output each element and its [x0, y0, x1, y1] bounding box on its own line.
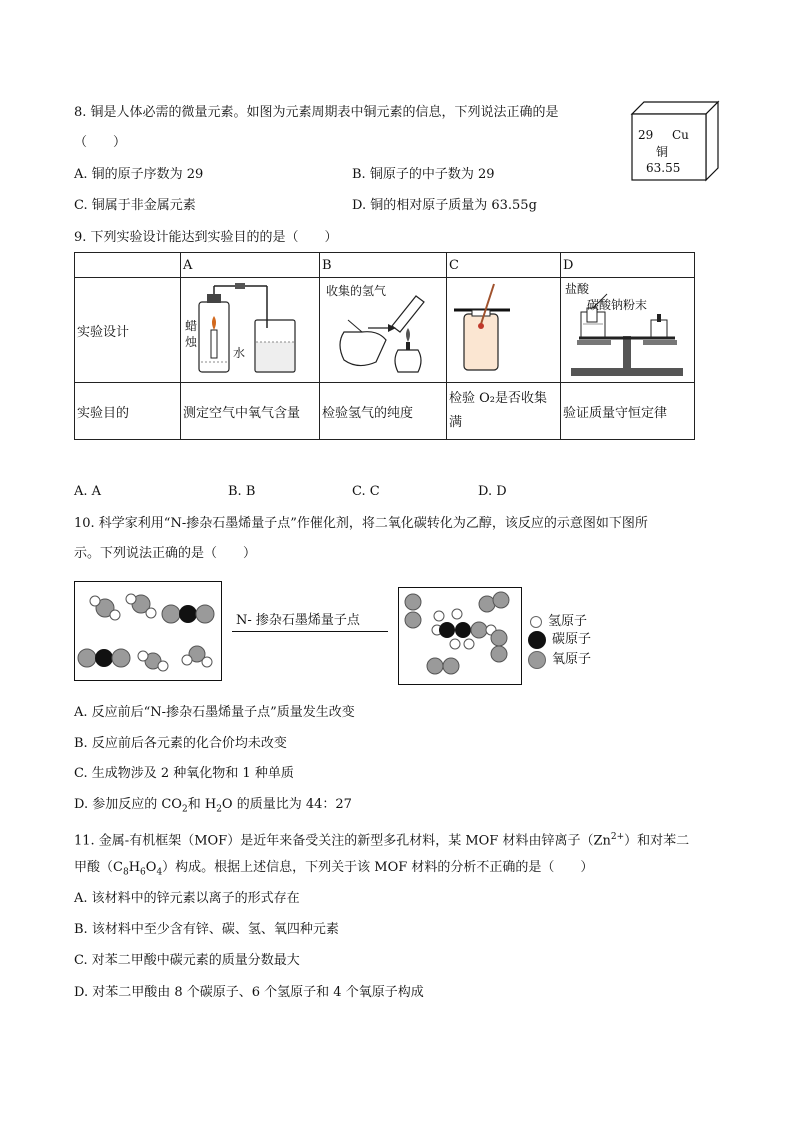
q10-option-a: A. 反应前后“N-掺杂石墨烯量子点”质量发生改变 [74, 705, 355, 720]
oxygen-atom-icon [528, 651, 546, 669]
label-sodium-carbonate-powder: 碳酸钠粉末 [587, 298, 648, 312]
q11-option-c: C. 对苯二甲酸中碳元素的质量分数最大 [74, 953, 300, 968]
legend-hydrogen [530, 610, 587, 629]
label-hydrochloric-acid: 盐酸 [565, 282, 590, 296]
q10-d-part2: 和 H [187, 797, 217, 812]
legend-oxygen [528, 648, 591, 669]
table-design-row [75, 278, 695, 383]
experiment-d-cell [561, 278, 695, 383]
q8-stem: 8. 铜是人体必需的微量元素。如图为元素周期表中铜元素的信息，下列说法正确的是 [74, 105, 559, 120]
legend-carbon-label: 碳原子 [552, 632, 592, 647]
element-atomic-mass: 63.55 [646, 161, 681, 175]
q11-stem-line2-rest: ）构成。根据上述信息，下列关于该 MOF 材料的分析不正确的是（ ） [162, 860, 594, 875]
q9-option-b: B. B [228, 484, 256, 499]
reactant-molecules [75, 582, 221, 680]
legend-carbon [528, 628, 591, 649]
q10-d-sub1: 2 [181, 804, 188, 815]
oxygen-measurement-apparatus [183, 280, 316, 380]
hydrogen-atom-icon [530, 616, 542, 628]
q10-d-sub2: 2 [216, 804, 222, 815]
catalyst-label: N- 掺杂石墨烯量子点 [236, 613, 360, 628]
row-label-purpose: 实验目的 [75, 383, 181, 440]
label-candle: 蜡烛 [185, 319, 198, 349]
q11-stem-line2-o: O [145, 860, 157, 875]
q11-sub-o: 4 [156, 867, 163, 878]
copper-element-card [628, 98, 720, 184]
products-box [398, 587, 522, 685]
q10-d-part3: O 的质量比为 44：27 [221, 797, 352, 812]
header-c: C [447, 253, 561, 278]
purpose-b: 检验氢气的纯度 [320, 383, 447, 440]
q9-experiment-table [74, 252, 695, 440]
q11-stem-line1-a: 11. 金属-有机框架（MOF）是近年来备受关注的新型多孔材料，某 MOF 材料由锌离子（Zn [74, 833, 611, 849]
element-name: 铜 [656, 145, 669, 159]
q11-zn-charge: 2+ [610, 832, 625, 842]
legend-hydrogen-label: 氢原子 [548, 614, 588, 629]
q10-option-c: C. 生成物涉及 2 种氧化物和 1 种单质 [74, 766, 294, 781]
q9-option-c: C. C [352, 484, 380, 499]
q11-sub-c: 8 [122, 867, 129, 878]
product-molecules [399, 588, 521, 684]
experiment-a-cell [181, 278, 320, 383]
q11-sub-h: 6 [140, 867, 146, 878]
element-atomic-number: 29 [638, 128, 654, 142]
q11-stem-line2-a: 甲酸（C [74, 860, 123, 875]
oxygen-full-check-bottle [450, 280, 558, 380]
q8-option-d: D. 铜的相对原子质量为 63.55g [352, 198, 537, 213]
q10-stem-line1: 10. 科学家利用“N-掺杂石墨烯量子点”作催化剂，将二氧化碳转化为乙醇，该反应的示意图如下图所 [74, 516, 648, 531]
header-a: A [181, 253, 320, 278]
legend-oxygen-label: 氧原子 [552, 652, 592, 667]
element-symbol: Cu [672, 128, 689, 142]
header-d: D [561, 253, 695, 278]
q8-answer-bracket: （ ） [74, 135, 127, 150]
q11-stem-line1 [74, 826, 689, 852]
q8-option-b: B. 铜原子的中子数为 29 [352, 167, 495, 182]
q10-option-b: B. 反应前后各元素的化合价均未改变 [74, 736, 287, 751]
reactants-box [74, 581, 222, 681]
q11-option-d: D. 对苯二甲酸由 8 个碳原子、6 个氢原子和 4 个氧原子构成 [74, 985, 424, 1000]
table-corner-cell [75, 253, 181, 278]
q9-option-a: A. A [74, 484, 102, 499]
q9-stem: 9. 下列实验设计能达到实验目的的是（ ） [74, 230, 338, 245]
table-purpose-row [75, 383, 695, 440]
label-collected-hydrogen: 收集的氢气 [326, 284, 387, 298]
q10-option-d [74, 794, 352, 821]
q11-option-b: B. 该材料中至少含有锌、碳、氢、氧四种元素 [74, 922, 339, 937]
q8-option-a: A. 铜的原子序数为 29 [74, 167, 204, 182]
q11-stem-line2 [74, 857, 593, 884]
table-header-row [75, 253, 695, 278]
q11-stem-line1-b: ）和对苯二 [624, 833, 690, 849]
experiment-b-cell [320, 278, 447, 383]
purpose-c: 检验 O₂是否收集满 [447, 383, 561, 440]
q8-option-c: C. 铜属于非金属元素 [74, 198, 196, 213]
row-label-design: 实验设计 [75, 278, 181, 383]
experiment-c-cell [447, 278, 561, 383]
q10-stem-line2: 示。下列说法正确的是（ ） [74, 546, 257, 561]
q10-d-part1: D. 参加反应的 CO [74, 797, 182, 812]
q9-option-d: D. D [478, 484, 507, 499]
reaction-arrow-line [232, 631, 388, 632]
purpose-d: 验证质量守恒定律 [561, 383, 695, 440]
header-b: B [320, 253, 447, 278]
q11-stem-line2-h: H [128, 860, 141, 875]
label-water: 水 [233, 346, 246, 360]
purpose-a: 测定空气中氧气含量 [181, 383, 320, 440]
carbon-atom-icon [528, 631, 546, 649]
q11-option-a: A. 该材料中的锌元素以离子的形式存在 [74, 891, 300, 906]
